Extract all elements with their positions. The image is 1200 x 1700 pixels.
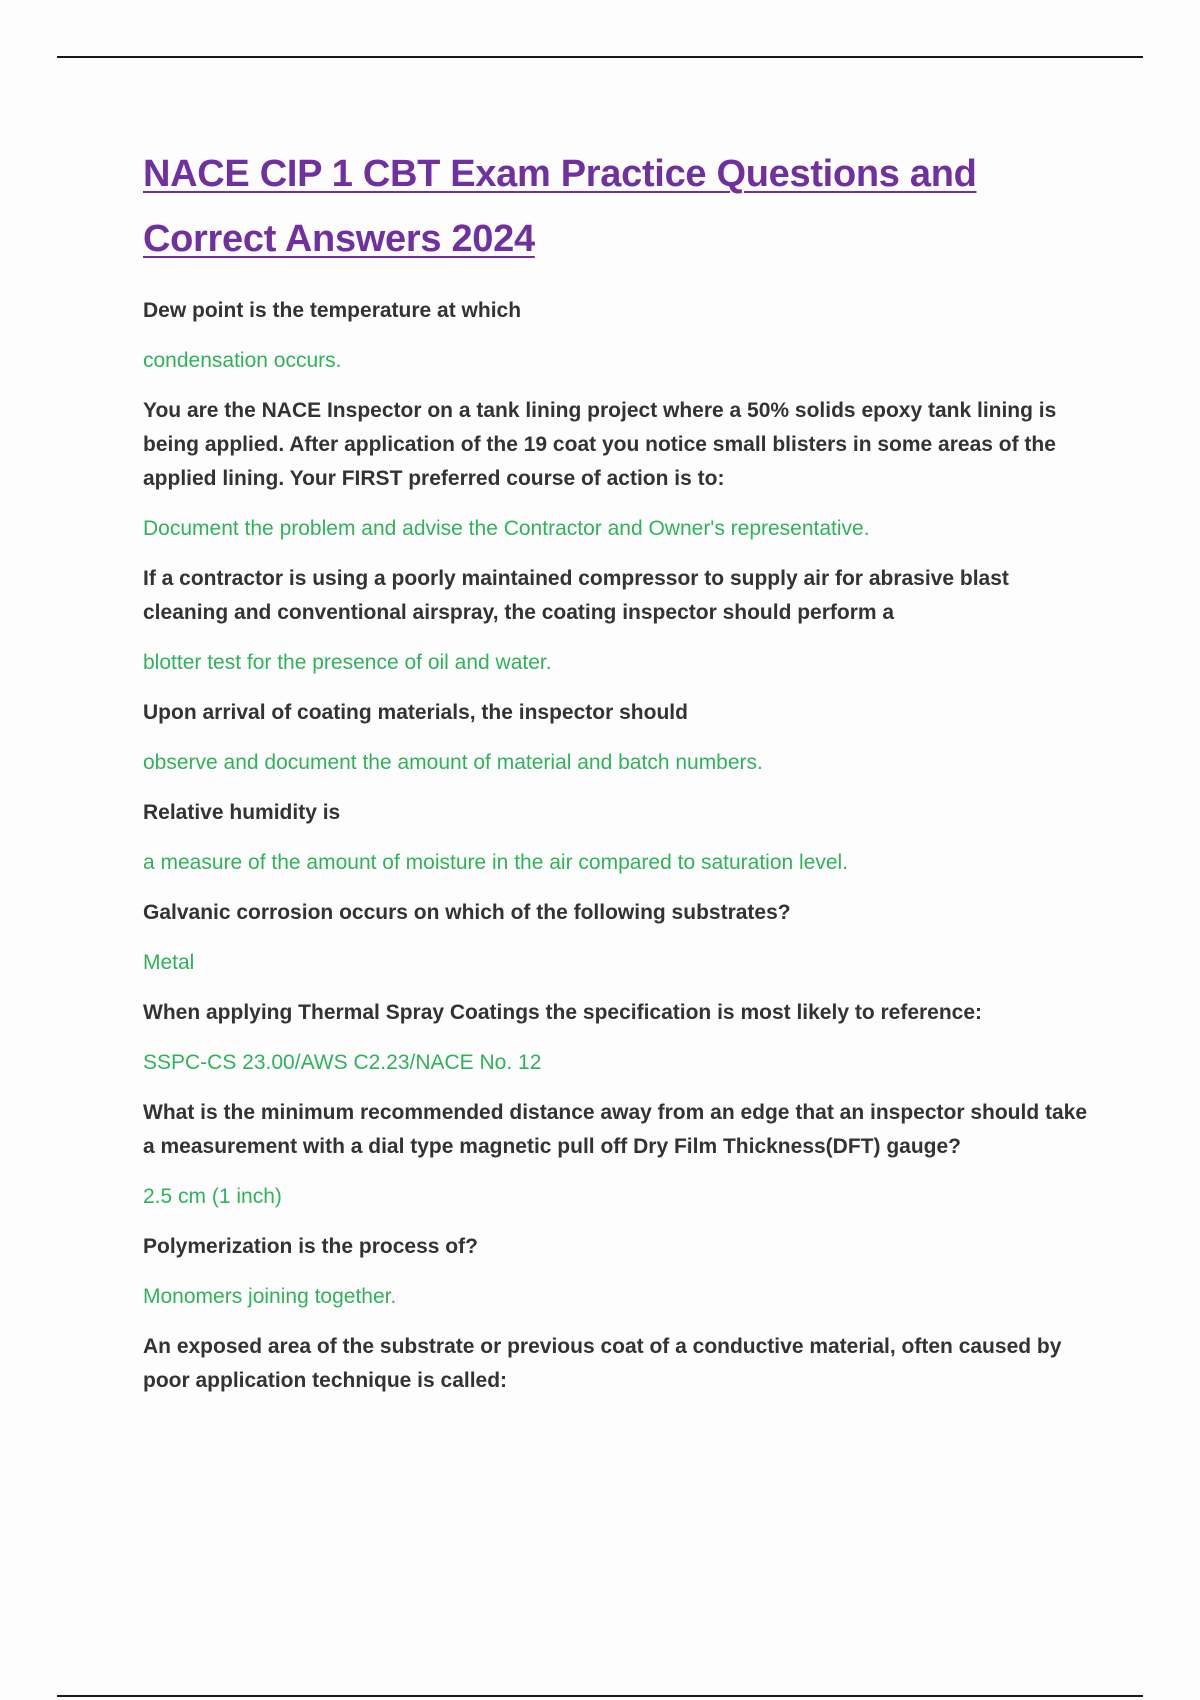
question-text: You are the NACE Inspector on a tank lining project where a 50% solids epoxy tank lining is being applied. After application of the 19 coat you notice small blisters in some areas of the applied lining. Your FIRST preferred course of action is to:	[143, 399, 1057, 490]
qa-item	[143, 394, 1093, 546]
question-text: Dew point is the temperature at which	[143, 299, 522, 322]
answer-text: blotter test for the presence of oil and water.	[143, 651, 552, 674]
answer-text: condensation occurs.	[143, 349, 342, 372]
document-title: NACE CIP 1 CBT Exam Practice Questions and Correct Answers 2024	[143, 153, 977, 260]
answer-text: a measure of the amount of moisture in the air compared to saturation level.	[143, 851, 849, 874]
question-text: Galvanic corrosion occurs on which of the following substrates?	[143, 901, 791, 924]
answer-text: Document the problem and advise the Contractor and Owner's representative.	[143, 517, 870, 540]
question-text: An exposed area of the substrate or previous coat of a conductive material, often caused by poor application technique is called:	[143, 1335, 1062, 1392]
qa-item	[143, 1096, 1093, 1214]
qa-item	[143, 896, 1093, 980]
qa-item	[143, 562, 1093, 680]
qa-item	[143, 696, 1093, 780]
answer-text: SSPC-CS 23.00/AWS C2.23/NACE No. 12	[143, 1051, 542, 1074]
qa-item	[143, 796, 1093, 880]
answer-text: observe and document the amount of material and batch numbers.	[143, 751, 763, 774]
question-text: Upon arrival of coating materials, the inspector should	[143, 701, 688, 724]
qa-item	[143, 996, 1093, 1080]
bottom-rule	[57, 1695, 1143, 1697]
question-text: Relative humidity is	[143, 801, 341, 824]
question-text: When applying Thermal Spray Coatings the specification is most likely to reference:	[143, 1001, 983, 1024]
question-text: If a contractor is using a poorly maintained compressor to supply air for abrasive blast cleaning and conventional airspray, the coating inspector should perform a	[143, 567, 1009, 624]
question-text: What is the minimum recommended distance away from an edge that an inspector should take a measurement with a dial type magnetic pull off Dry Film Thickness(DFT) gauge?	[143, 1101, 1088, 1158]
qa-item	[143, 1230, 1093, 1314]
top-rule	[57, 56, 1143, 58]
question-text: Polymerization is the process of?	[143, 1235, 478, 1258]
document-body	[143, 142, 1093, 1414]
qa-item	[143, 294, 1093, 378]
qa-item	[143, 1330, 1093, 1398]
answer-text: Monomers joining together.	[143, 1285, 397, 1308]
answer-text: Metal	[143, 951, 195, 974]
answer-text: 2.5 cm (1 inch)	[143, 1185, 282, 1208]
